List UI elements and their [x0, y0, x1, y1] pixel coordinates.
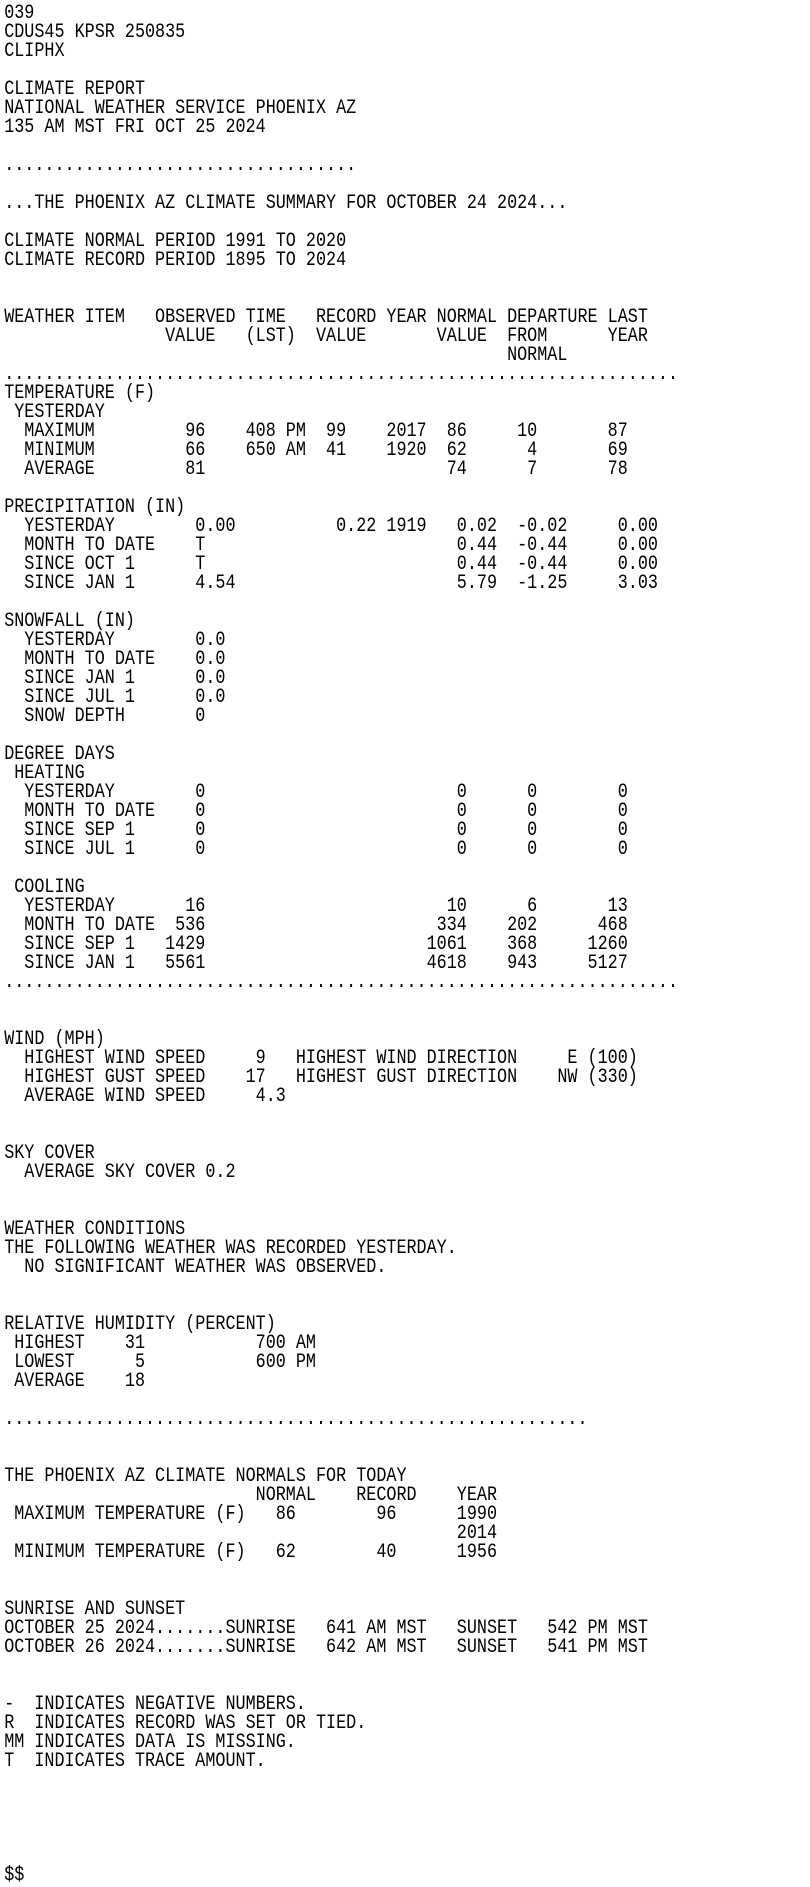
report-line: 039: [4, 2, 35, 25]
report-line: YESTERDAY 0 0 0 0: [4, 781, 628, 804]
report-line: THE FOLLOWING WEATHER WAS RECORDED YESTERDAY.: [4, 1237, 457, 1260]
report-line: NORMAL RECORD YEAR: [4, 1484, 498, 1507]
report-line: [4, 1011, 679, 1030]
report-line: DEGREE DAYS: [4, 743, 115, 766]
report-line: MONTH TO DATE 0 0 0 0: [4, 800, 628, 823]
report-line: MINIMUM 66 650 AM 41 1920 62 4 69: [4, 439, 628, 462]
report-line: [4, 992, 679, 1011]
report-line: LOWEST 5 600 PM: [4, 1351, 316, 1374]
report-line: R INDICATES RECORD WAS SET OR TIED.: [4, 1712, 367, 1735]
report-line: COOLING: [4, 876, 85, 899]
report-line: MINIMUM TEMPERATURE (F) 62 40 1956: [4, 1541, 498, 1564]
report-line: SINCE JAN 1 0.0: [4, 667, 226, 690]
report-line: - INDICATES NEGATIVE NUMBERS.: [4, 1693, 306, 1716]
report-line: SINCE OCT 1 T 0.44 -0.44 0.00: [4, 553, 658, 576]
report-line: ...................................: [4, 154, 357, 177]
report-line: AVERAGE WIND SPEED 4.3: [4, 1085, 286, 1108]
report-line: [4, 1771, 679, 1790]
report-line: SUNRISE AND SUNSET: [4, 1598, 186, 1621]
report-line: RELATIVE HUMIDITY (PERCENT): [4, 1313, 276, 1336]
report-line: [4, 1562, 679, 1581]
report-line: ..........................................................: [4, 1408, 588, 1431]
report-line: ...THE PHOENIX AZ CLIMATE SUMMARY FOR OCTOBER 24 2024...: [4, 192, 568, 215]
report-line: WEATHER ITEM OBSERVED TIME RECORD YEAR NORMAL DEPARTURE LAST: [4, 306, 648, 329]
report-line: AVERAGE SKY COVER 0.2: [4, 1161, 236, 1184]
report-line: AVERAGE 18: [4, 1370, 146, 1393]
report-line: MM INDICATES DATA IS MISSING.: [4, 1731, 296, 1754]
report-line: SINCE JUL 1 0 0 0 0: [4, 838, 628, 861]
report-line: MAXIMUM TEMPERATURE (F) 86 96 1990: [4, 1503, 498, 1526]
report-line: [4, 1277, 679, 1296]
report-line: [4, 1790, 679, 1809]
report-line: [4, 1125, 679, 1144]
report-line: SKY COVER: [4, 1142, 95, 1165]
report-line: ...................................................................: [4, 363, 679, 386]
report-line: THE PHOENIX AZ CLIMATE NORMALS FOR TODAY: [4, 1465, 407, 1488]
report-line: [4, 1182, 679, 1201]
report-line: [4, 1809, 679, 1828]
report-line: SINCE JUL 1 0.0: [4, 686, 226, 709]
report-line: MAXIMUM 96 408 PM 99 2017 86 10 87: [4, 420, 628, 443]
report-line: WEATHER CONDITIONS: [4, 1218, 186, 1241]
report-line: 135 AM MST FRI OCT 25 2024: [4, 116, 266, 139]
report-line: YESTERDAY 0.0: [4, 629, 226, 652]
report-line: WIND (MPH): [4, 1028, 105, 1051]
report-line: [4, 859, 679, 878]
report-line: AVERAGE 81 74 7 78: [4, 458, 628, 481]
report-line: YESTERDAY: [4, 401, 105, 424]
report-line: CDUS45 KPSR 250835: [4, 21, 186, 44]
report-line: MONTH TO DATE 536 334 202 468: [4, 914, 628, 937]
report-line: MONTH TO DATE 0.0: [4, 648, 226, 671]
report-line: TEMPERATURE (F): [4, 382, 156, 405]
report-line: [4, 1429, 679, 1448]
report-line: SNOWFALL (IN): [4, 610, 135, 633]
report-line: SINCE JAN 1 5561 4618 943 5127: [4, 952, 628, 975]
report-line: [4, 1828, 679, 1847]
report-line: YESTERDAY 16 10 6 13: [4, 895, 628, 918]
report-line: SINCE SEP 1 0 0 0 0: [4, 819, 628, 842]
report-line: CLIMATE NORMAL PERIOD 1991 TO 2020: [4, 230, 347, 253]
report-line: T INDICATES TRACE AMOUNT.: [4, 1750, 266, 1773]
report-line: 2014: [4, 1522, 498, 1545]
report-line: HIGHEST WIND SPEED 9 HIGHEST WIND DIRECTION E (100): [4, 1047, 638, 1070]
report-line: NORMAL: [4, 344, 568, 367]
report-line: VALUE (LST) VALUE VALUE FROM YEAR: [4, 325, 648, 348]
report-line: HEATING: [4, 762, 85, 785]
report-line: NATIONAL WEATHER SERVICE PHOENIX AZ: [4, 97, 357, 120]
report-line: $$: [4, 1864, 25, 1887]
report-line: ...................................................................: [4, 971, 679, 994]
report-line: OCTOBER 26 2024.......SUNRISE 642 AM MST SUNSET 541 PM MST: [4, 1636, 648, 1659]
report-line: CLIMATE REPORT: [4, 78, 146, 101]
report-line: SINCE SEP 1 1429 1061 368 1260: [4, 933, 628, 956]
report-line: OCTOBER 25 2024.......SUNRISE 641 AM MST SUNSET 542 PM MST: [4, 1617, 648, 1640]
report-line: MONTH TO DATE T 0.44 -0.44 0.00: [4, 534, 658, 557]
report-line: [4, 1657, 679, 1676]
report-line: NO SIGNIFICANT WEATHER WAS OBSERVED.: [4, 1256, 387, 1279]
report-line: HIGHEST GUST SPEED 17 HIGHEST GUST DIRECTION NW (330): [4, 1066, 638, 1089]
report-line: SINCE JAN 1 4.54 5.79 -1.25 3.03: [4, 572, 658, 595]
report-line: SNOW DEPTH 0: [4, 705, 206, 728]
report-line: [4, 1106, 679, 1125]
report-line: CLIMATE RECORD PERIOD 1895 TO 2024: [4, 249, 347, 272]
report-line: PRECIPITATION (IN): [4, 496, 186, 519]
report-line: [4, 270, 679, 289]
report-line: CLIPHX: [4, 40, 65, 63]
report-line: [4, 1847, 679, 1866]
report-line: HIGHEST 31 700 AM: [4, 1332, 316, 1355]
report-line: YESTERDAY 0.00 0.22 1919 0.02 -0.02 0.00: [4, 515, 658, 538]
